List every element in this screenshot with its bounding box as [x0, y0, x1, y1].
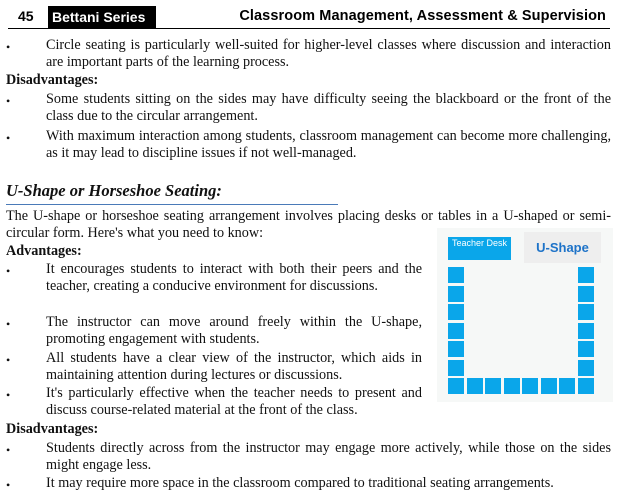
chapter-title: Classroom Management, Assessment & Supervision [239, 8, 606, 24]
seat-right-column [578, 286, 594, 302]
list-item: All students have a clear view of the instructor, which aids in maintaining attention during lectures or discussions. [46, 350, 422, 383]
seat-bottom-row [467, 378, 483, 394]
section-divider [6, 204, 338, 205]
page-number: 45 [18, 8, 34, 24]
bullet-icon: • [6, 478, 11, 492]
list-item: It's particularly effective when the teacher needs to present and discuss course-related material at the front of the class. [46, 385, 422, 418]
bullet-icon: • [6, 317, 11, 331]
bullet-icon: • [6, 443, 11, 457]
bullet-icon: • [6, 40, 11, 54]
seat-bottom-row [522, 378, 538, 394]
seat-left-column [448, 286, 464, 302]
seat-bottom-row [504, 378, 520, 394]
seat-bottom-row [578, 378, 594, 394]
u-shape-diagram [437, 228, 613, 402]
u-shape-label: U-Shape [524, 232, 601, 263]
seat-bottom-row [541, 378, 557, 394]
list-item: It may require more space in the classroom compared to traditional seating arrangements. [46, 475, 554, 491]
seat-left-column [448, 360, 464, 376]
seat-left-column [448, 341, 464, 357]
disadvantages-heading: Disadvantages: [6, 421, 99, 437]
seat-left-column [448, 267, 464, 283]
list-item: Students directly across from the instructor may engage more actively, while those on the sides might engage less. [46, 440, 611, 473]
section-intro: The U-shape or horseshoe seating arrangement involves placing desks or tables in a U-shaped or semi-circular form. Here's what you need to know: [6, 208, 611, 241]
seat-bottom-row [485, 378, 501, 394]
teacher-desk: Teacher Desk [448, 237, 511, 260]
disadvantages-heading: Disadvantages: [6, 72, 99, 88]
page-header [8, 6, 610, 29]
list-item: It encourages students to interact with both their peers and the teacher, creating a conducive environment for discussions. [46, 261, 422, 294]
bullet-icon: • [6, 131, 11, 145]
bullet-icon: • [6, 353, 11, 367]
list-item: Circle seating is particularly well-suited for higher-level classes where discussion and interaction are important parts of the learning process. [46, 37, 611, 70]
list-item: With maximum interaction among students, classroom management can become more challenging, as it may lead to discipline issues if not well-managed. [46, 128, 611, 161]
seat-right-column [578, 341, 594, 357]
seat-right-column [578, 323, 594, 339]
bullet-icon: • [6, 264, 11, 278]
list-item: The instructor can move around freely within the U-shape, promoting engagement with students. [46, 314, 422, 347]
seat-right-column [578, 360, 594, 376]
series-label: Bettani Series [48, 6, 156, 28]
section-title: U-Shape or Horseshoe Seating: [6, 181, 222, 200]
advantages-heading: Advantages: [6, 243, 82, 259]
bullet-icon: • [6, 94, 11, 108]
seat-left-column [448, 323, 464, 339]
list-item: Some students sitting on the sides may have difficulty seeing the blackboard or the front of the class due to the circular arrangement. [46, 91, 611, 124]
bullet-icon: • [6, 388, 11, 402]
seat-bottom-row [559, 378, 575, 394]
seat-bottom-row [448, 378, 464, 394]
seat-right-column [578, 267, 594, 283]
seat-left-column [448, 304, 464, 320]
seat-right-column [578, 304, 594, 320]
